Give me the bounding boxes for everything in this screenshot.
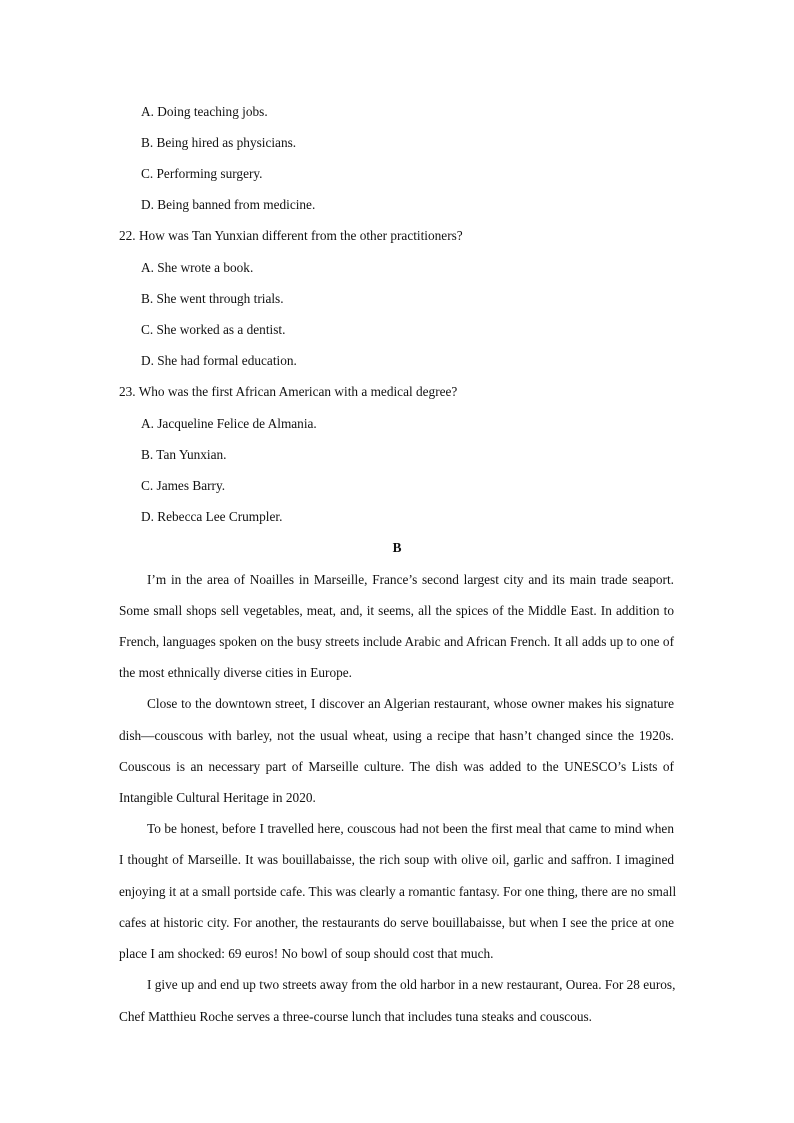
passage-line: Chef Matthieu Roche serves a three-course lunch that includes tuna steaks and couscous. — [119, 1009, 593, 1024]
q23-question: 23. Who was the first African American with a medical degree? — [119, 384, 458, 399]
q21-option-c: C. Performing surgery. — [141, 166, 263, 181]
q23-option-c: C. James Barry. — [141, 478, 226, 493]
q22-option-c: C. She worked as a dentist. — [141, 322, 286, 337]
passage-line: Close to the downtown street, I discover an Algerian restaurant, whose owner makes his signature — [147, 696, 674, 711]
q21-option-a: A. Doing teaching jobs. — [141, 104, 268, 119]
passage-line: place I am shocked: 69 euros! No bowl of soup should cost that much. — [119, 946, 494, 961]
passage-line: dish—couscous with barley, not the usual wheat, using a recipe that hasn’t changed since the 1920s. — [119, 728, 674, 743]
q23-option-a: A. Jacqueline Felice de Almania. — [141, 416, 317, 431]
passage-line: cafes at historic city. For another, the restaurants do serve bouillabaisse, but when I see the price at one — [119, 915, 674, 930]
passage-line: Some small shops sell vegetables, meat, and, it seems, all the spices of the Middle East. In addition to — [119, 603, 674, 618]
passage-line: To be honest, before I travelled here, couscous had not been the first meal that came to mind when — [147, 821, 674, 836]
q23-option-b: B. Tan Yunxian. — [141, 447, 227, 462]
passage-line: French, languages spoken on the busy streets include Arabic and African French. It all adds up to one of — [119, 634, 674, 649]
passage-line: I give up and end up two streets away from the old harbor in a new restaurant, Ourea. For 28 euros, — [147, 977, 676, 992]
passage-line: I thought of Marseille. It was bouillabaisse, the rich soup with olive oil, garlic and saffron. I imagined — [119, 852, 674, 867]
q22-option-a: A. She wrote a book. — [141, 260, 254, 275]
q22-question: 22. How was Tan Yunxian different from the other practitioners? — [119, 228, 463, 243]
q21-option-d: D. Being banned from medicine. — [141, 197, 316, 212]
q22-option-d: D. She had formal education. — [141, 353, 297, 368]
passage-line: enjoying it at a small portside cafe. This was clearly a romantic fantasy. For one thing, there are no small — [119, 884, 677, 899]
q21-option-b: B. Being hired as physicians. — [141, 135, 297, 150]
passage-line: the most ethnically diverse cities in Europe. — [119, 665, 353, 680]
passage-line: I’m in the area of Noailles in Marseille, France’s second largest city and its main trade seaport. — [147, 572, 674, 587]
passage-line: Intangible Cultural Heritage in 2020. — [119, 790, 316, 805]
q22-option-b: B. She went through trials. — [141, 291, 284, 306]
section-heading: B — [392, 540, 402, 555]
q23-option-d: D. Rebecca Lee Crumpler. — [141, 509, 283, 524]
passage-line: Couscous is an necessary part of Marseille culture. The dish was added to the UNESCO’s Lists of — [119, 759, 674, 774]
